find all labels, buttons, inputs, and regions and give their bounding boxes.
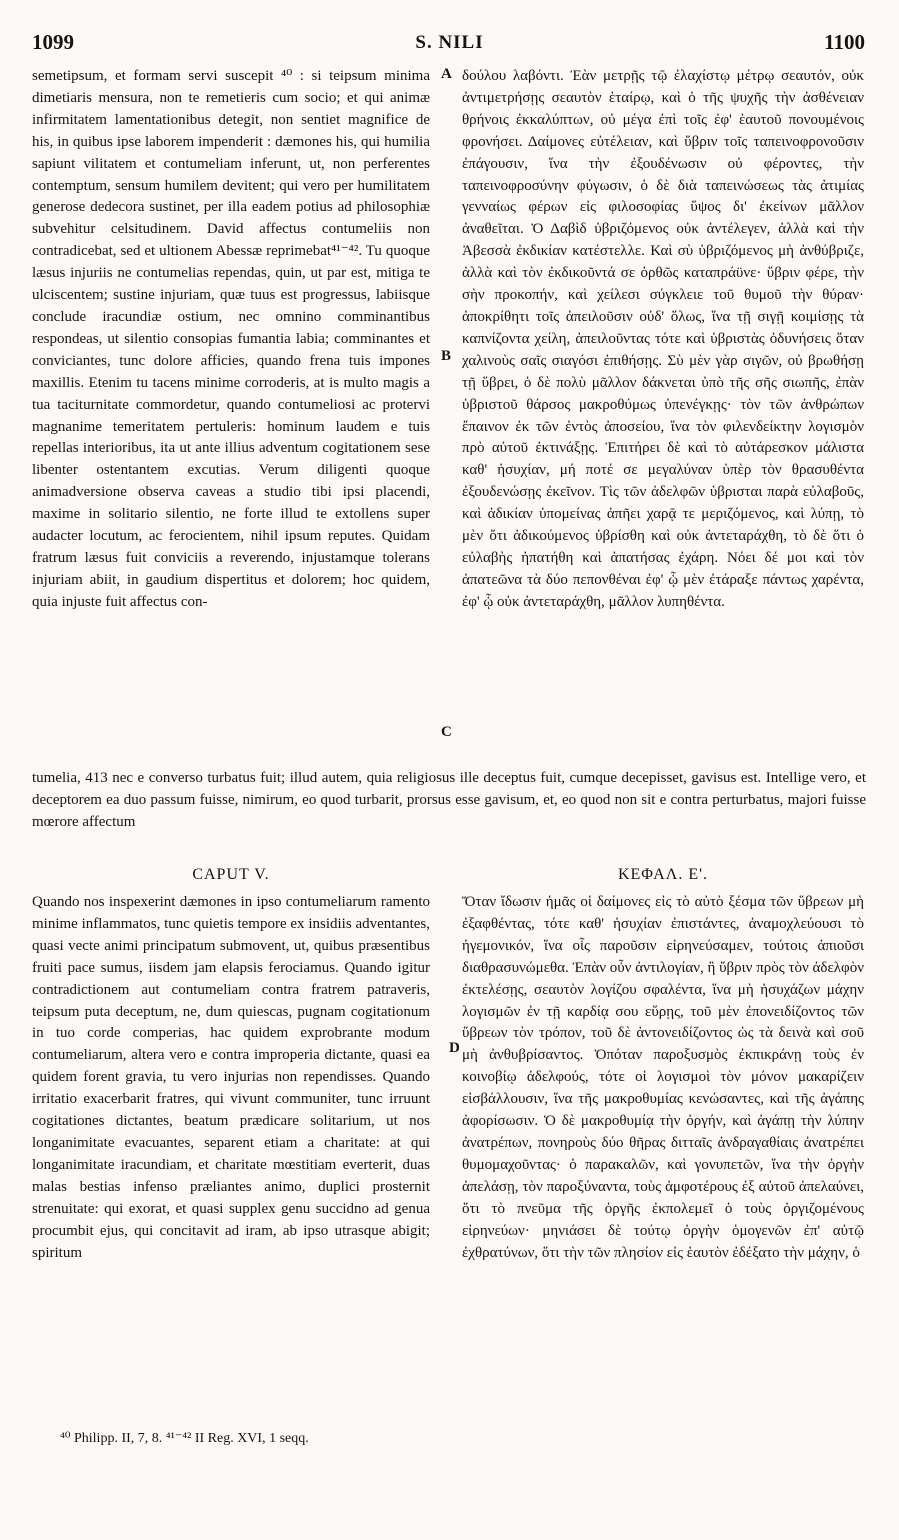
latin-chapter-text: Quando nos inspexerint dæmones in ipso contumeliarum ramento minime inflammatos, tunc quietis tempore ex insidiis adventantes, quasi vecte animi principatum submovent, ut, quibus præsentibus fruiti pace sumus, iisdem jam elapsis ferociamus. Quando igitur contradictionem aut contumeliam contra fratrem patraveris, teipsum puta deceptum, ne, dum quiescas, pugnam cogitationum in tuo corde comperias, hac quidem exprobrante modum contumeliarum, altera vero e contra improperia dictante, quasi ea quidem forent gravia, tu vero injurias non rependisses. Quando irritatio exacerbarit fratres, qui vivunt communiter, tunc irruunt cogitationes dictantes, beatum prædicare solitarium, ut nos longanimitate evacuantes, separent etiam a charitate: at qui longanimitate iracundiam, et charitate mœstitiam everterit, duas malas bestias infenso præliantes animo, duplici prosternit strenuitate: qui exorat, et quasi supplex genu succidno ad genua procumbit ejus, qui concitavit ad iram, ab ipso utrasque abigit; spiritum [32, 894, 430, 1261]
latin-column-top [32, 66, 430, 766]
page-number-left: 1099 [32, 30, 74, 54]
latin-spanning-text [32, 768, 866, 850]
chapter-heading-latin: CAPUT V. [192, 866, 270, 883]
margin-letter-d: D [449, 1040, 460, 1056]
greek-paragraph: δούλου λαβόντι. Ἐὰν μετρῇς τῷ ἐλαχίστῳ μέτρῳ σεαυτόν, οὐκ ἀντιμετρήσῃς σεαυτὸν ἑταίρῳ, καὶ ὁ τῆς ψυχῆς τὴν ἀσθένειαν θρήνοις ἐκκαλύπτων, οὐ μέγα ἐπὶ τοῖς ἐφ' ἑαυτοῦ πονουμένοις φρονήσει. Δαίμονες εὐτέλειαν, καὶ ὕβριν τοῖς ταπεινοφρονοῦσιν ἐπάγουσιν, ἵνα τὴν ἐξουδένωσιν οὐ φέροντες, τὴν ταπεινοφροσύνην φύγωσιν, ὁ δὲ διὰ ταπεινώσεως τὰς ἀτιμίας γενναίως φέρων εἰς φιλοσοφίας ὕψος δι' ἐκείνων μᾶλλον ἀναθεῖται. Ὁ Δαβὶδ ὑβριζόμενος οὐκ ἀντέλεγεν, ἀλλὰ καὶ τὴν Ἀβεσσὰ ἐκδικίαν κατέστελλε. Καὶ σὺ ὑβριζόμενος μὴ ἀνθύβριζε, ἀλλὰ καὶ τὸν ἐκδικοῦντά σε ὀρθῶς καταπράϋνε· ὕβριν φέρε, τὴν σὴν προκοπήν, καὶ χείλεσι σύγκλειε τοῦ θυμοῦ τὴν θύραν· ἀποκρίθητι τοῖς ἀπειλοῦσιν οὐδ' ὅλως, ἵνα τῇ σιγῇ κοιμίσῃς τὰ καπνίζοντα χείλη, ἀπειλοῦντας τότε καὶ ὑβριστὰς ὀδυνήσεις ὅταν χαλινοὺς σαῖς σιαγόσι ἐπιθήσῃς. Σὺ μὲν γὰρ σιγῶν, οὐ βρωθήσῃ τῇ ὕβρει, ὁ δὲ πολὺ μᾶλλον δάκνεται ὑπὸ τῆς σῆς σιωπῆς, ἐπὰν ὑβριστοῦ θάρσος μακροθύμως ὑπενέγκῃς· τὸν τῶν ἀνθρώπων ἔπαινον ἐκ τῶν ἐντὸς ἀποσείου, ἵνα τὸν φιλενδείκτην λογισμὸν πρὸ αὐτοῦ ἐκτινάξῃς. Ἐπιτήρει δὲ καὶ τὸ αὐτάρεσκον μάλιστα καθ' ἡσυχίαν, μή ποτέ σε μεγαλύναν ὑπὲρ τὸν θρασυθέντα ἐξουδενώσῃς ἐκεῖνον. Τὶς τῶν ἀδελφῶν ὑβρισται παρὰ εὐλαβοῦς, καὶ ἀδικίαν ὑπομείνας ἀπῆει χαρᾷ τε μεριζόμενος, καὶ λύπῃ, τὸ μὲν ὅτι ἀδικούμενος ὑβρίσθη καὶ οὐκ ἀντεταράχθη, τὸ δὲ ὅτι ὁ εὐλαβὴς ἠπατήθη καὶ ἀπατήσας ἐχάρη. Νόει δέ μοι καὶ τὸν ἀπατεῶνα τὰ δύο πεπονθέναι ἐφ' ᾧ μὲν ἐτάραξε πάντως χαρέντα, ἐφ' ᾧ οὐκ ἀντεταράχθη, μᾶλλον λυπηθέντα. [462, 68, 864, 610]
latin-paragraph: semetipsum, et formam servi suscepit ⁴⁰ : si teipsum minima dimetiaris mensura, non te remetieris cum socio; et qui animæ infirmitatem lamentationibus detegit, non sentiet magnifice de his, in quibus ipse laborem impenderit : dæmones his, qui humilia sapiunt vilitatem et contumeliam inferunt, ut, non perferentes contemptum, sensum humilem devitent; qui vero per humilitatem generose dedecora sustinet, per illa eadem potius ad philosophiæ subvehitur celsitudinem. David affectus contumeliis non contradicebat, sed et ultionem Abessæ reprimebat⁴¹⁻⁴². Tu quoque læsus injuriis ne contumelias rependas, quin, ut par est, mitiga te ulciscentem; sustine injuriam, quæ tuus est progressus, labiisque conclude iracundiæ ostium, nec omnino comminantibus respondeas, ut silentio consopias fumantia labia; comminantes et conviciantes, tunc dolore afficies, quando frena tuis impones maxillis. Etenim tu tacens minime corroderis, at is multo magis a tua taciturnitate commordetur, quando contumeliosi ac protervi magnanime temeritatem pertuleris: hominum laudem e tuis repellas interioribus, ita ut ante illius adventum cogitationem sese libenter ostentantem excutias. Verum diligenti quoque animadversione observa caveas a studio tibi ipsi placendi, maxime in solitario silentio, ne forte illud te extollens super audacter locutum, ac ferocientem, nihil ipsum reputes. Quidam fratrum læsus fuit conviciis a reverendo, injustamque tolerans injuriam abiit, in gaudium dispertitus et dolorem; hoc quidem, quia injuste fuit affectus con- [32, 68, 430, 610]
page-header [22, 22, 877, 62]
latin-column-bottom [32, 892, 430, 1422]
margin-letter-c: C [441, 724, 452, 740]
latin-paragraph-continued: tumelia, 413 nec e converso turbatus fuit; illud autem, quia religiosus ille deceptus fuit, cumque decepisset, gavisus est. Intellige vero, et deceptorem ea duo passum fuisse, nimirum, eo quod turbarit, prorsus esse gavisum, et, eo quod non sit e contra perturbatus, majori fuisse mœrore affectum [32, 770, 866, 830]
chapter-heading-greek: ΚΕΦΑΛ. Ε'. [617, 866, 709, 883]
greek-column-bottom [462, 892, 864, 1422]
margin-letter-b: B [441, 348, 452, 364]
greek-chapter-text: Ὅταν ἴδωσιν ἡμᾶς οἱ δαίμονες εἰς τὸ αὐτὸ ξέσμα τῶν ὕβρεων μὴ ἐξαφθέντας, τότε καθ' ἡσυχίαν ἐπιστάντες, ἀναμοχλεύουσι τὸ ἡγεμονικόν, ἵνα οἷς παροῦσιν εἰρηνεύσαμεν, τούτοις ἀπιοῦσι διαθρασυνώμεθα. Ἐπὰν οὖν ἀντιλογίαν, ἢ ὕβριν πρὸς τὸν ἀδελφὸν ἐκτελέσῃς, σεαυτὸν λογίζου σφαλέντα, ἵνα μὴ ἡσυχάζων μάχην λογισμῶν ἐν τῇ καρδίᾳ σου εὕρῃς, τοῦ μὲν ἐπονειδίζοντος τῶν ὕβρεων τὸν τρόπον, τοῦ δὲ ἀντονειδίζοντος ὡς τὰ δεινὰ καὶ σοῦ μὴ ἀνθυβρίσαντος. Ὁπόταν παροξυσμὸς ἐκπικράνῃ τοὺς ἐν κοινοβίῳ ἀδελφούς, τότε οἱ λογισμοὶ τὸν μόνον μακαρίζειν εἰσβάλλουσιν, ἵνα τῆς μακροθυμίας κενώσαντες, καὶ τῆς ἀγάπης ἀφορίσωσιν. Ὁ δὲ μακροθυμίᾳ τὴν ὀργήν, καὶ ἀγάπῃ τὴν λύπην ἀνατρέπων, πονηροὺς δύο θῆρας διτταῖς ἀνδραγαθίαις ἀνατρέπει θυμομαχοῦντας· ὁ παρακαλῶν, καὶ γονυπετῶν, ἵνα τὴν ὀργὴν ἀπελάσῃ, τὸν παροξύναντα, τοὺς ἀμφοτέρους ἐξ αὐτοῦ ἀπελαύνει, ὅτι τὸ πνεῦμα τῆς ὀργῆς ἐκπολεμεῖ ὁ τοὺς ὀργιζομένους εἰρηνεύων· μηνιάσει δὲ τούτῳ ὀργὴν ὁμογενῶν ἐπ' αὐτῷ ἐχθρατύνων, ὅτι τὴν τῶν πλησίον εἰς ἑαυτὸν ἐδέξατο τὴν μάχην, ὁ [462, 894, 864, 1261]
margin-letter-a: A [441, 66, 452, 82]
footnotes: ⁴⁰ Philipp. II, 7, 8. ⁴¹⁻⁴² II Reg. XVI, 1 seqq. [60, 1431, 309, 1446]
page-number-right: 1100 [824, 30, 865, 54]
running-title: S. NILI [415, 32, 484, 53]
greek-column-top [462, 66, 864, 766]
